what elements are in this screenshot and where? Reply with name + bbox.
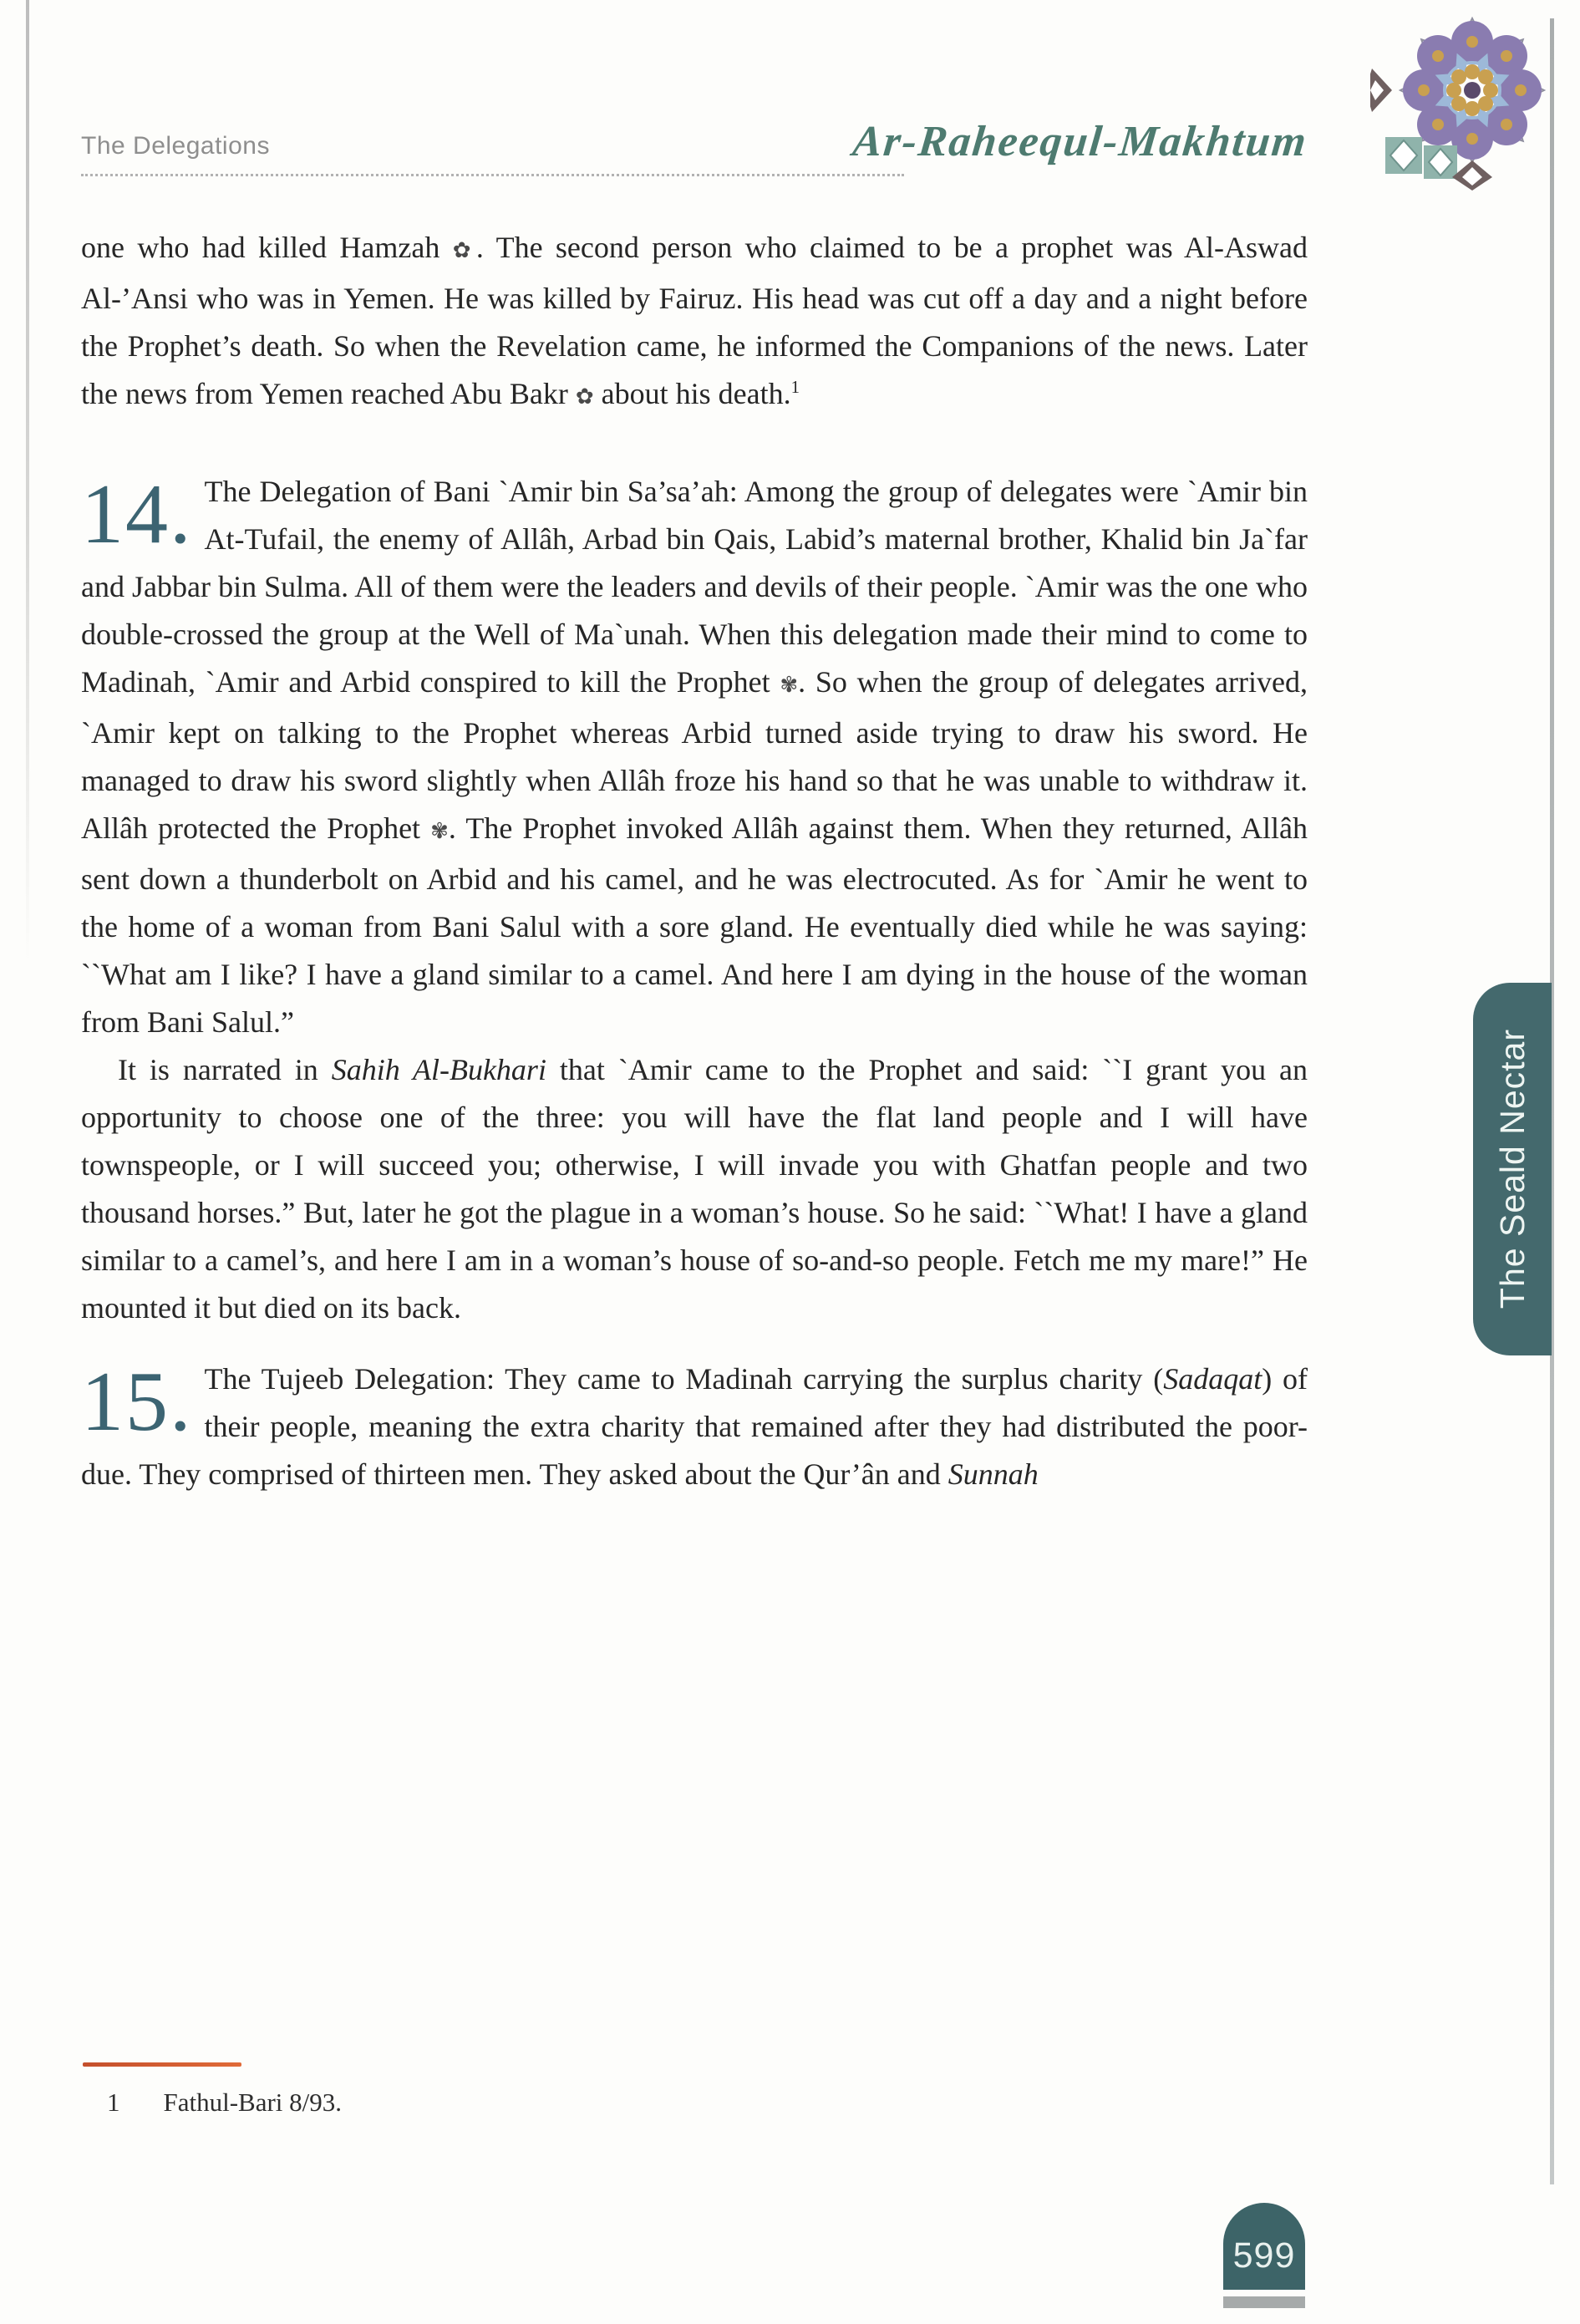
text-run: . The second person who claimed to be a prophet was Al-Aswad Al-’Ansi who was in Yemen. He was killed by Fairuz. His head was cut off a day and a night before the Prophet’s death. So when the Revelation came, he informed the Companions of the news. Later the news from Yemen reached Abu Bakr [81,231,1308,410]
text-run: It is narrated in [118,1053,332,1086]
text-run: The Tujeeb Delegation: They came to Madinah carrying the surplus charity ( [204,1362,1164,1396]
paragraph [81,224,1308,421]
text-run: . The Prophet invoked Allâh against them. When they returned, Allâh sent down a thunderbolt on Arbid and his camel, and he was electrocuted. As for `Amir he went to the home of a woman from Bani Salul with a sore gland. He eventually died while he was saying: ``What am I like? I have a gland similar to a camel. And here I am dying in the house of the woman from Bani Salul.” [81,811,1308,1039]
page-edge-left [26,0,29,961]
book-title: Ar-Raheequl-Makhtum [851,118,1310,165]
header-dotted-rule [81,174,904,176]
chapter-title: The Delegations [81,132,270,160]
sallallahu-alayhi-wasallam-honorific-icon: ✾ [430,819,449,844]
radiallahu-anhu-honorific-icon: ✿ [452,238,476,263]
paragraph [81,1046,1308,1332]
footnote-ref: 1 [790,377,800,397]
text-run: ) of their people, meaning the extra charity that remained after they had distributed the poor-due. They comprised of thirteen men. They asked about the Qur’ân and [81,1362,1308,1491]
paragraph [81,1355,1308,1498]
text-run: . So when the group of delegates arrived, `Amir kept on talking to the Prophet whereas Arbid turned aside trying to draw his sword. He managed to draw his sword slightly when Allâh froze his hand so that he was unable to withdraw it. Allâh protected the Prophet [81,665,1308,845]
section-number: 14. [81,467,193,562]
italic-text: Sadaqat [1163,1362,1262,1396]
page-number: 599 [1232,2235,1296,2276]
section-number: 15. [81,1355,193,1449]
text-run: one who had killed Hamzah [81,231,453,264]
body-text [81,224,1308,1498]
footnote-rule [83,2062,241,2067]
text-run: that `Amir came to the Prophet and said: ``I grant you an opportunity to choose one of the three: you will have the flat land people and I will have townspeople, or I will succeed you; otherwise, I will invade you with Ghatfan people and two thousand horses.” But, later he got the plague in a woman’s house. So he said: ``What! I have a gland similar to a camel’s, and here I am in a woman’s house of so-and-so people. Fetch me my mare!” He mounted it but died on its back. [81,1053,1308,1325]
page-number-tab [1223,2203,1305,2290]
text-run: The Delegation of Bani `Amir bin Sa’sa’ah: Among the group of delegates were `Amir bin At-Tufail, the enemy of Allâh, Arbad bin Qais, Labid’s maternal brother, Khalid bin Ja`far and Jabbar bin Sulma. All of them were the leaders and devils of their people. `Amir was the one who double-crossed the group at the Well of Ma`unah. When this delegation made their mind to come to Madinah, `Amir and Arbid conspired to kill the Prophet [81,475,1308,699]
text-run: about his death. [593,377,791,410]
italic-text: Sunnah [947,1457,1039,1491]
side-tab-the-sealed-nectar [1473,983,1552,1355]
paragraph [81,468,1308,1046]
corner-ornament-icon [1370,13,1551,192]
footnote [107,2088,859,2118]
running-head [81,118,1310,199]
radiallahu-anhu-honorific-icon: ✿ [575,384,594,409]
footnote-marker: 1 [107,2088,120,2117]
italic-text: Sahih Al-Bukhari [331,1053,546,1086]
side-tab-label: The Seald Nectar [1492,1029,1532,1309]
page-number-underbar [1223,2296,1305,2308]
footnote-text: Fathul-Bari 8/93. [163,2088,343,2117]
sallallahu-alayhi-wasallam-honorific-icon: ✾ [780,673,799,698]
